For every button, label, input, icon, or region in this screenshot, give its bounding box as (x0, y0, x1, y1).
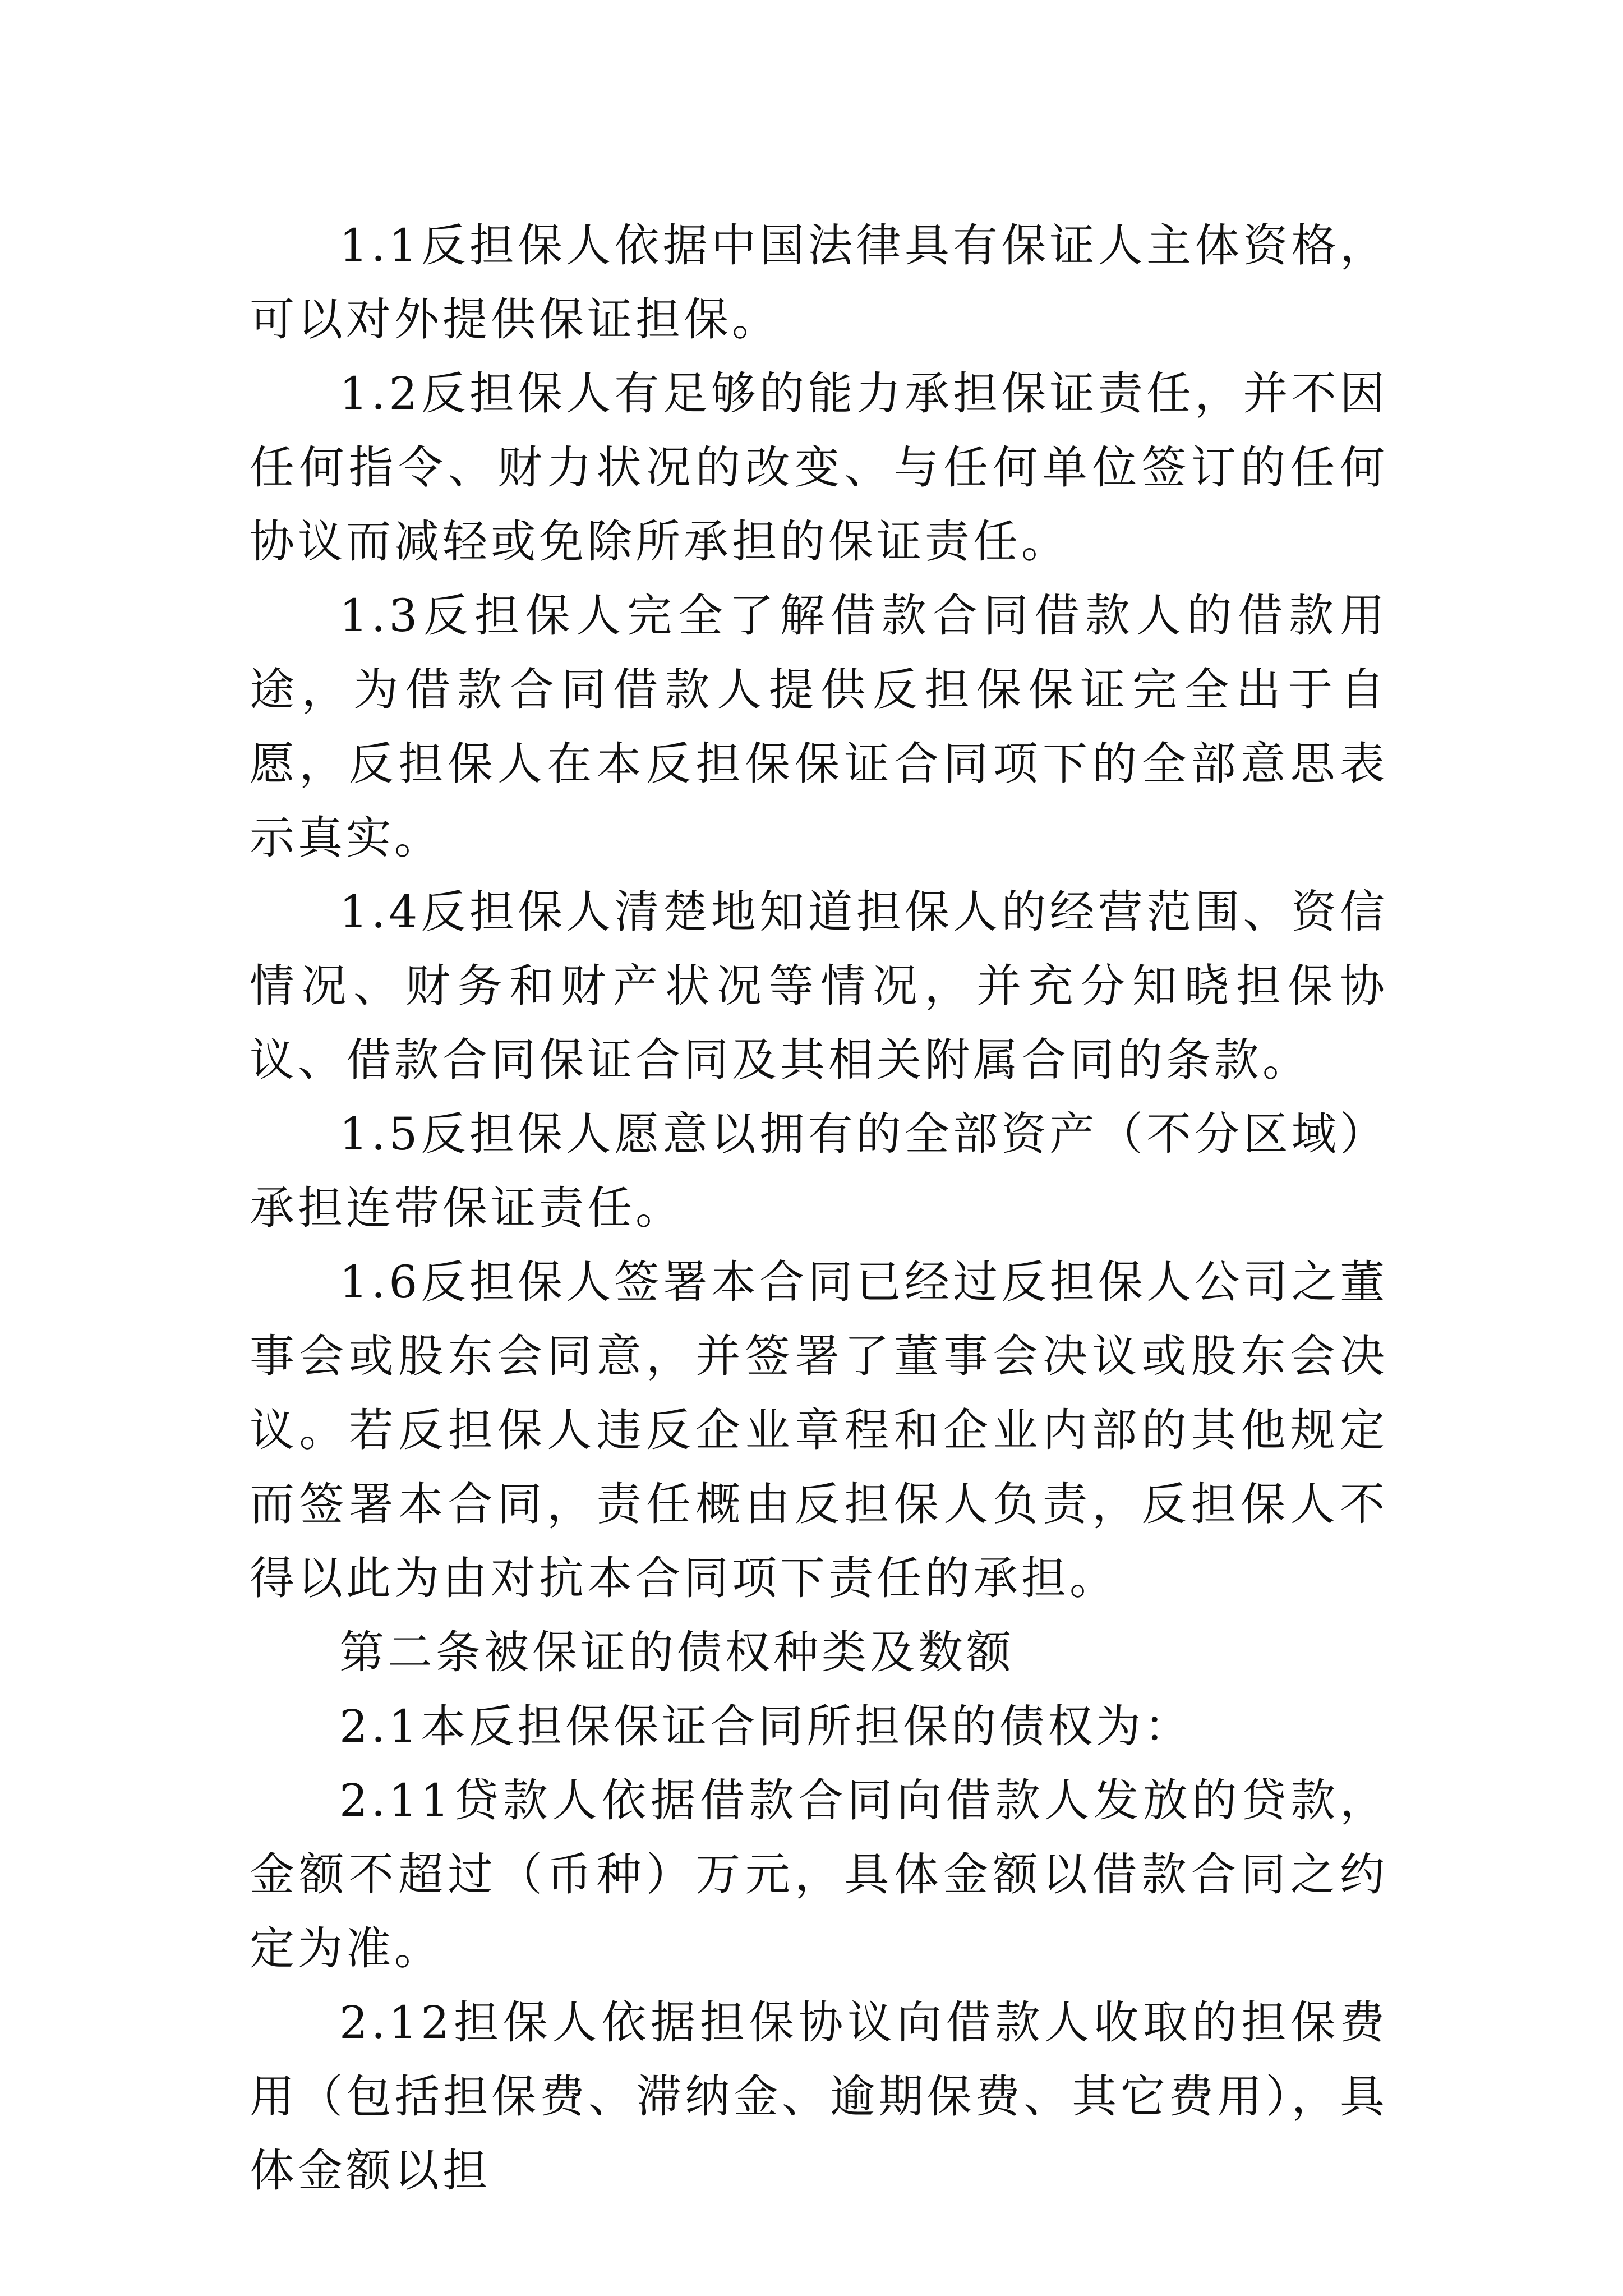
paragraph-2-1: 2.1本反担保保证合同所担保的债权为： (339, 1700, 1193, 1752)
paragraph-2-12: 2.12担保人依据担保协议向借款人收取的担保费用（包括担保费、滞纳金、逾期保费、其它费用），具体金额以担 (250, 1996, 1388, 2197)
paragraph-1-4: 1.4反担保人清楚地知道担保人的经营范围、资信情况、财务和财产状况等情况，并充分知晓担保协议、借款合同保证合同及其相关附属合同的条款。 (250, 886, 1388, 1086)
paragraph-1-3: 1.3反担保人完全了解借款合同借款人的借款用途，为借款合同借款人提供反担保保证完全出于自愿，反担保人在本反担保保证合同项下的全部意思表示真实。 (250, 590, 1388, 864)
paragraph-1-6: 1.6反担保人签署本合同已经过反担保人公司之董事会或股东会同意，并签署了董事会决议或股东会决议。若反担保人违反企业章程和企业内部的其他规定而签署本合同，责任概由反担保人负责，反担保人不得以此为由对抗本合同项下责任的承担。 (250, 1256, 1388, 1604)
paragraph-1-5: 1.5反担保人愿意以拥有的全部资产（不分区域）承担连带保证责任。 (250, 1108, 1388, 1234)
section-heading-article-2: 第二条被保证的债权种类及数额 (339, 1626, 1015, 1678)
paragraph-1-1: 1.1反担保人依据中国法律具有保证人主体资格，可以对外提供保证担保。 (250, 219, 1388, 346)
paragraph-1-2: 1.2反担保人有足够的能力承担保证责任，并不因任何指令、财力状况的改变、与任何单位签订的任何协议而减轻或免除所承担的保证责任。 (250, 367, 1388, 568)
paragraph-2-11: 2.11贷款人依据借款合同向借款人发放的贷款，金额不超过（币种）万元，具体金额以借款合同之约定为准。 (250, 1774, 1388, 1975)
document-body (250, 209, 1388, 2208)
